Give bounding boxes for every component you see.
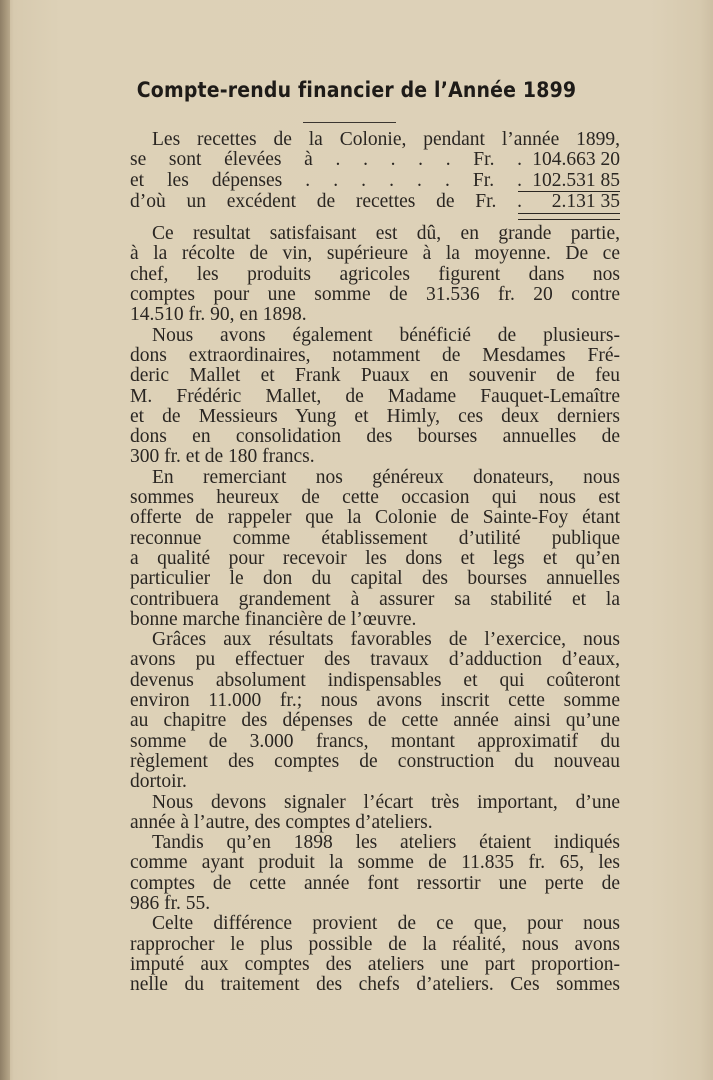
paragraph — [130, 833, 620, 914]
paragraph-line: devenus absolument indispensables et qui coûteront — [130, 669, 620, 691]
surplus-label: d’où un excédent de recettes de Fr. . — [130, 190, 522, 212]
paragraph-line: Celte différence provient de ce que, pour nous — [152, 913, 620, 935]
paragraph-line: comptes pour une somme de 31.536 fr. 20 contre — [130, 284, 620, 306]
paragraph-line: 986 fr. 55. — [130, 892, 211, 914]
surplus-double-rule — [518, 213, 620, 220]
page-binding-edge — [0, 0, 10, 1080]
paragraph-line: reconnue comme établissement d’utilité publique — [130, 527, 620, 549]
page-title: Compte-rendu financier de l’Année 1899 — [136, 78, 577, 102]
paragraph-line: avons pu effectuer des travaux d’adduction d’eaux, — [130, 649, 620, 671]
paragraph-line: M. Frédéric Mallet, de Madame Fauquet-Lemaître — [130, 385, 620, 407]
paragraph-line: deric Mallet et Frank Puaux en souvenir de feu — [130, 365, 620, 387]
paragraph-line: 14.510 fr. 90, en 1898. — [130, 304, 307, 326]
paragraph-line: chef, les produits agricoles figurent dans nos — [130, 263, 620, 285]
expenses-row — [130, 171, 620, 191]
accounts-intro: Les recettes de la Colonie, pendant l’année 1899, — [152, 129, 620, 150]
paragraph-line: offerte de rappeler que la Colonie de Sainte-Foy étant — [130, 507, 620, 529]
surplus-amount: 2.131 35 — [551, 190, 620, 212]
receipts-label: se sont élevées à . . . . . Fr. . — [130, 149, 522, 171]
paragraph-line: contribuera grandement à assurer sa stabilité et la — [130, 588, 620, 610]
paragraph-line: somme de 3.000 francs, montant approximatif du — [130, 730, 620, 752]
paragraph — [130, 630, 620, 792]
title-rule — [303, 122, 396, 123]
paragraph-line: comme ayant produit la somme de 11.835 fr. 65, les — [130, 852, 620, 874]
receipts-amount: 104.663 20 — [532, 149, 620, 171]
paragraph-line: au chapitre des dépenses de cette année ainsi qu’une — [130, 710, 620, 732]
paragraph-line: dons extraordinaires, notamment de Mesdames Fré- — [130, 344, 620, 366]
paragraph-line: imputé aux comptes des ateliers une part proportion- — [130, 953, 620, 975]
paragraph-line: et de Messieurs Yung et Himly, ces deux derniers — [130, 405, 620, 427]
paragraph — [130, 224, 620, 325]
expenses-amount: 102.531 85 — [532, 169, 620, 191]
paragraph — [130, 793, 620, 834]
paragraph-line: règlement des comptes de construction du nouveau — [130, 750, 620, 772]
paragraph-line: année à l’autre, des comptes d’ateliers. — [130, 811, 433, 833]
paragraph-line: Tandis qu’en 1898 les ateliers étaient indiqués — [152, 832, 620, 854]
report-body — [130, 130, 620, 995]
paragraph-line: rapprocher le plus possible de la réalité, nous avons — [130, 933, 620, 955]
accounts-summary — [130, 130, 620, 220]
paragraph — [130, 468, 620, 630]
paragraph-line: bonne marche financière de l’œuvre. — [130, 608, 417, 630]
paragraph-line: dortoir. — [130, 771, 187, 793]
paragraph-line: Nous devons signaler l’écart très important, d’une — [152, 791, 620, 813]
paragraph-line: à la récolte de vin, supérieure à la moyenne. De ce — [130, 243, 620, 265]
paragraph-line: dons en consolidation des bourses annuelles de — [130, 426, 620, 448]
paragraph-line: 300 fr. et de 180 francs. — [130, 446, 315, 468]
expenses-label: et les dépenses . . . . . . Fr. . — [130, 169, 522, 191]
paragraphs — [130, 224, 620, 995]
paragraph-line: comptes de cette année font ressortir une perte de — [130, 872, 620, 894]
paragraph-line: a qualité pour recevoir les dons et legs et qu’en — [130, 547, 620, 569]
surplus-row — [130, 192, 620, 212]
paragraph-line: sommes heureux de cette occasion qui nous est — [130, 487, 620, 509]
receipts-row — [130, 150, 620, 170]
paragraph-line: environ 11.000 fr.; nous avons inscrit cette somme — [130, 690, 620, 712]
paragraph — [130, 914, 620, 995]
paragraph-line: En remerciant nos généreux donateurs, nous — [152, 466, 620, 488]
paragraph-line: Ce resultat satisfaisant est dû, en grande partie, — [152, 223, 620, 245]
paragraph-line: particulier le don du capital des bourses annuelles — [130, 568, 620, 590]
paragraph-line: Nous avons également bénéficié de plusieurs- — [152, 324, 620, 346]
paragraph-line: nelle du traitement des chefs d’ateliers. Ces sommes — [130, 974, 620, 996]
paragraph — [130, 326, 620, 468]
paragraph-line: Grâces aux résultats favorables de l’exercice, nous — [152, 629, 620, 651]
